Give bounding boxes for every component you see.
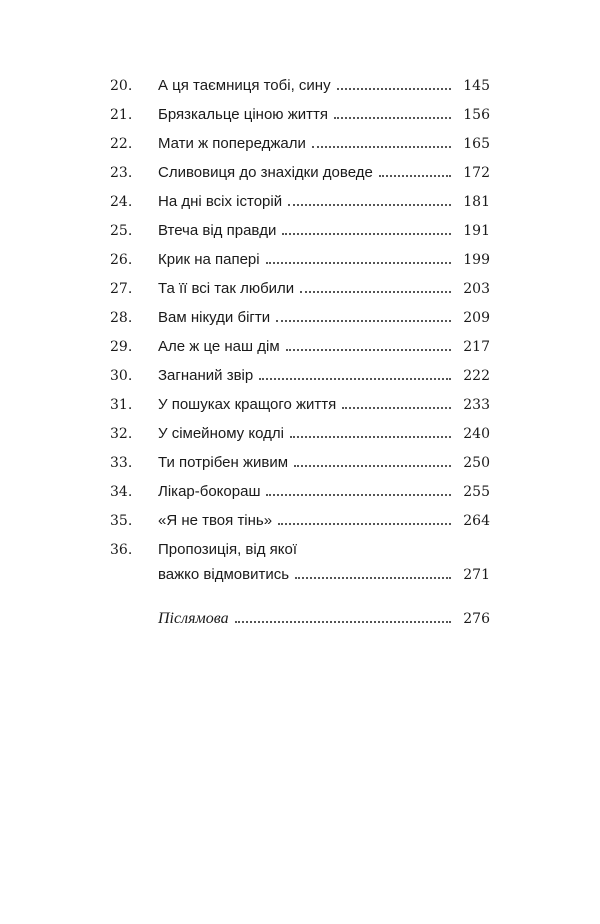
chapter-number: 29.	[110, 339, 133, 355]
page-number: 264	[463, 513, 490, 529]
page-number: 145	[463, 78, 490, 94]
chapter-number: 21.	[110, 107, 133, 123]
chapter-title: Вам нікуди бігти	[158, 309, 271, 326]
chapter-number: 22.	[110, 136, 133, 152]
dot-leader	[295, 577, 451, 579]
chapter-title: У сімейному кодлі	[158, 425, 284, 442]
page-number: 203	[463, 281, 490, 297]
chapter-number: 35.	[110, 513, 133, 529]
page-number: 217	[463, 339, 490, 355]
dot-leader	[282, 233, 451, 235]
chapter-title: Сливовиця до знахідки доведе	[158, 164, 373, 181]
page-number: 181	[463, 194, 490, 210]
chapter-title: Втеча від правди	[158, 222, 277, 239]
page-number: 233	[463, 397, 490, 413]
chapter-title: На дні всіх історій	[158, 193, 283, 210]
chapter-title-line-2: важко відмовитись	[158, 566, 290, 583]
chapter-title: У пошуках кращого життя	[158, 396, 337, 413]
dot-leader	[379, 175, 451, 177]
chapter-number: 23.	[110, 165, 133, 181]
page-number: 222	[463, 368, 490, 384]
toc-entry-24[interactable]	[0, 192, 600, 222]
chapter-title-line-1: Пропозиція, від якої	[158, 541, 297, 558]
dot-leader	[300, 291, 451, 293]
chapter-number: 28.	[110, 310, 133, 326]
chapter-title: Але ж це наш дім	[158, 338, 280, 355]
toc-entry-22[interactable]	[0, 134, 600, 164]
chapter-title: Та її всі так любили	[158, 280, 295, 297]
dot-leader	[276, 320, 451, 322]
toc-entry-32[interactable]	[0, 424, 600, 454]
chapter-title: Брязкальце ціною життя	[158, 106, 328, 123]
toc-entry-35[interactable]	[0, 511, 600, 541]
chapter-number: 34.	[110, 484, 133, 500]
dot-leader	[266, 262, 451, 264]
chapter-number: 25.	[110, 223, 133, 239]
toc-entry-31[interactable]	[0, 395, 600, 425]
chapter-number: 30.	[110, 368, 133, 384]
toc-entry-26[interactable]	[0, 250, 600, 280]
chapter-title: А ця таємниця тобі, сину	[158, 77, 331, 94]
toc-entry-33[interactable]	[0, 453, 600, 483]
page-number: 240	[463, 426, 490, 442]
toc-entry-23[interactable]	[0, 163, 600, 193]
dot-leader	[334, 117, 451, 119]
page-number: 271	[463, 567, 490, 583]
toc-entry-34[interactable]	[0, 482, 600, 512]
chapter-title: «Я не твоя тінь»	[158, 512, 273, 529]
chapter-title: Ти потрібен живим	[158, 454, 289, 471]
dot-leader	[286, 349, 451, 351]
toc-entry-30[interactable]	[0, 366, 600, 396]
chapter-number: 31.	[110, 397, 133, 413]
page-number: 276	[463, 611, 490, 627]
chapter-number: 26.	[110, 252, 133, 268]
chapter-number: 33.	[110, 455, 133, 471]
afterword-title: Післямова	[158, 610, 229, 627]
page-number: 156	[463, 107, 490, 123]
page-number: 191	[463, 223, 490, 239]
chapter-number: 20.	[110, 78, 133, 94]
dot-leader	[342, 407, 451, 409]
page-number: 209	[463, 310, 490, 326]
page-number: 250	[463, 455, 490, 471]
page-number: 172	[463, 165, 490, 181]
dot-leader	[290, 436, 451, 438]
toc-entry-20[interactable]	[0, 76, 600, 106]
dot-leader	[259, 378, 451, 380]
toc-entry-29[interactable]	[0, 337, 600, 367]
toc-entry-25[interactable]	[0, 221, 600, 251]
toc-entry-afterword[interactable]	[0, 609, 600, 639]
chapter-title: Мати ж попереджали	[158, 135, 306, 152]
dot-leader	[235, 621, 451, 623]
chapter-title: Крик на папері	[158, 251, 260, 268]
chapter-title: Загнаний звір	[158, 367, 254, 384]
dot-leader	[278, 523, 451, 525]
toc-entry-21[interactable]	[0, 105, 600, 135]
chapter-number: 24.	[110, 194, 133, 210]
toc-entry-36[interactable]	[0, 540, 600, 595]
page-number: 165	[463, 136, 490, 152]
toc-entry-27[interactable]	[0, 279, 600, 309]
chapter-number: 27.	[110, 281, 133, 297]
page-number: 255	[463, 484, 490, 500]
chapter-title: Лікар-бокораш	[158, 483, 261, 500]
dot-leader	[294, 465, 451, 467]
dot-leader	[312, 146, 451, 148]
dot-leader	[337, 88, 451, 90]
chapter-number: 36.	[110, 542, 133, 558]
chapter-number: 32.	[110, 426, 133, 442]
toc-entry-28[interactable]	[0, 308, 600, 338]
dot-leader	[288, 204, 451, 206]
dot-leader	[266, 494, 451, 496]
page-number: 199	[463, 252, 490, 268]
